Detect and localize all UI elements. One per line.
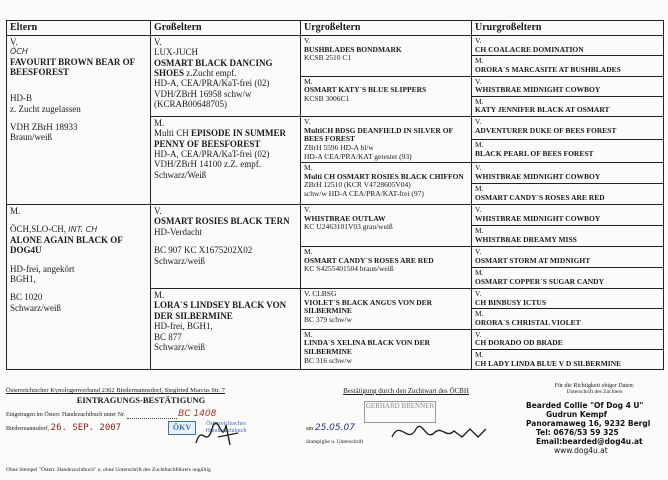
gggp16-sex: M. (475, 349, 484, 359)
gp3-line3: Schwarz/weiß (154, 255, 205, 266)
gggp9-name: WHISTBRAE MIDNIGHT COWBOY (475, 213, 601, 223)
gp3-line2: BC 907 KC X1675202X02 (154, 245, 253, 256)
grandparent-cell-4 (151, 289, 301, 370)
ggp2-line1: KCSB 3006C1 (304, 93, 350, 103)
gp2-line1: HD-A, CEA/PRA/KaT-frei (02) (154, 149, 270, 160)
gggp6-sex: M. (475, 140, 484, 150)
ggp-cell-5 (301, 205, 472, 247)
gp2-line3: Schwarz/Weiß (154, 169, 207, 180)
sire-color: Braun/weiß (10, 132, 52, 143)
place-label: Biedermannsdorf, (6, 426, 50, 432)
ggp2-name: OSMART KATY´S BLUE SLIPPERS (304, 85, 427, 95)
gggp1-sex: V. (475, 36, 482, 45)
gp2-line2: VDH/ZBrH 14100 z.Z. empf. (154, 159, 261, 170)
gggp1-name: CH COALACRE DOMINATION (475, 44, 584, 54)
dam-color: Schwarz/weiß (10, 302, 61, 313)
gp4-line2: BC 877 (154, 331, 182, 342)
gggp14-name: ORORA´S CHRISTAL VIOLET (475, 318, 581, 327)
ggp5-name: WHISTBRAE OUTLAW (304, 213, 386, 223)
gggp8-sex: M. (475, 184, 484, 194)
gggp-cell-13 (472, 289, 664, 309)
gggp8-name: OSMART CANDY´S ROSES ARE RED (475, 192, 605, 202)
kennel-name: Bearded Collie "Of Dog 4 U" (526, 401, 644, 410)
seal-text: Österreichisches Hundezuchtbuch (205, 421, 247, 434)
ggp6-line1: KC S4255401504 braun/weiß (304, 264, 394, 274)
ggp-cell-7 (301, 289, 472, 330)
gggp-cell-6 (472, 140, 664, 163)
dam-hd: HD-frei, angekört (10, 263, 75, 274)
gggp15-sex: V. (475, 329, 482, 339)
ggp7-line1: BC 379 schw/w (304, 315, 352, 324)
gggp6-name: BLACK PEARL OF BEES FOREST (475, 148, 594, 158)
gp4-line3: Schwarz/weiß (154, 341, 205, 352)
gp1-name: OSMART BLACK DANCING SHOES (154, 57, 273, 79)
gggp2-sex: M. (475, 56, 484, 66)
breeder-tel: Tel: 0676/53 59 325 (536, 428, 619, 437)
sire-title-handwritten: ÖCH (10, 47, 28, 57)
dam-sex: M. (10, 206, 21, 217)
ggp8-line1: BC 316 schw/w (304, 355, 352, 365)
ggp7-name: VIOLET´S BLACK ANGUS VON DER SILBERMINE (304, 297, 433, 316)
ggp1-line1: KCSB 2510 C1 (304, 53, 352, 63)
breeder-stamp (526, 401, 663, 455)
stampiglie-label: Stampiglie u. Unterschrift (306, 439, 364, 445)
gggp-cell-9 (472, 205, 664, 226)
gggp-cell-12 (472, 268, 664, 289)
dam-title-handwritten: INT. CH (68, 225, 98, 235)
ggp3-name: MultiCH BDSG DEANFIELD IN SILVER OF BEES FOREST (304, 125, 453, 144)
gp1-line2: VDH/ZBrH 16958 schw/w (154, 88, 252, 99)
gggp4-sex: M. (475, 96, 484, 106)
gggp12-name: OSMART COPPER´S SUGAR CANDY (475, 276, 604, 286)
gggp9-sex: V. (475, 205, 482, 215)
gp3-sex: V. (154, 206, 162, 217)
header-eltern: Eltern (7, 21, 151, 36)
gp3-name: OSMART ROSIES BLACK TERN (154, 216, 290, 227)
gggp14-sex: M. (475, 309, 484, 319)
ggp-cell-2 (301, 76, 472, 117)
ggp3-line2: HD-A CEA/PRA/KAT getestet (93) (304, 151, 412, 161)
ggp6-name: OSMART CANDY´S ROSES ARE RED (304, 255, 434, 265)
dam-reg: BC 1020 (10, 292, 43, 303)
gggp-cell-5 (472, 117, 664, 140)
footer (6, 383, 663, 478)
gggp-cell-2 (472, 56, 664, 76)
gp3-line1: HD-Verdacht (154, 226, 202, 237)
zuchtwart-signature-icon (386, 417, 496, 447)
gggp-cell-3 (472, 76, 664, 96)
ggp8-sex: M. (304, 329, 313, 339)
ggp3-sex: V. (304, 117, 311, 126)
breeder-block (526, 383, 663, 455)
gggp-cell-11 (472, 247, 664, 268)
grandparent-cell-1 (151, 36, 301, 117)
gggp15-name: CH DORADO OD BRADE (475, 338, 563, 348)
gp1-prefix: LUX-JUCH (154, 47, 198, 58)
ggp6-sex: M. (304, 247, 313, 257)
gp2-prefix: Multi CH (154, 128, 192, 139)
gp4-sex: M. (154, 290, 165, 301)
registration-date: 26. SEP. 2007 (50, 423, 122, 433)
am-label: am (306, 426, 314, 432)
sire-cell (7, 36, 151, 205)
registration-confirmation (6, 387, 276, 473)
zuchtwart-confirmation (306, 387, 506, 445)
gggp2-name: ORORA´S MARCASITE AT BUSHBLADES (475, 64, 621, 74)
header-urgrosseltern: Urgroßeltern (301, 21, 472, 36)
sire-hd: HD-B (10, 93, 32, 104)
gp4-line1: HD-frei, BGH1, (154, 321, 213, 332)
richtigkeit-label: Für die Richtigkeit obiger Daten: (554, 383, 635, 389)
gggp3-name: WHISTBRAE MIDNIGHT COWBOY (475, 85, 601, 95)
gp4-name: LORA´S LINDSEY BLACK VON DER SILBERMINE (154, 300, 287, 321)
ggp-cell-8 (301, 329, 472, 370)
oekv-logo: ÖKV (168, 421, 196, 435)
ggp-cell-1 (301, 36, 472, 77)
gggp-cell-15 (472, 329, 664, 349)
registration-title: EINTRAGUNGS-BESTÄTIGUNG (76, 395, 206, 405)
breeder-person: Gudrun Kempf (546, 410, 608, 419)
ggp8-name: LINDA´S XELINA BLACK VON DER SILBERMINE (304, 338, 430, 356)
gggp-cell-4 (472, 96, 664, 116)
ggp4-sex: M. (304, 163, 313, 173)
gp2-sex: M. (154, 118, 165, 128)
ggp3-line1: ZBrH 5596 HD-A bl/w (304, 142, 374, 152)
gggp12-sex: M. (475, 268, 484, 278)
gggp10-sex: M. (475, 226, 484, 236)
verband-address: Österreichischer Kynologenverband 2362 Biedermannsdorf, Siegfried Marcus Str. 7 (6, 387, 225, 394)
gggp13-sex: V. (475, 289, 482, 299)
sire-reg: VDH ZBrH 18933 (10, 121, 78, 132)
gggp7-sex: V. (475, 163, 482, 173)
gggp5-name: ADVENTURER DUKE OF BEES FOREST (475, 125, 617, 135)
gggp3-sex: V. (475, 76, 482, 86)
gggp4-name: KATY JENNIFER BLACK AT OSMART (475, 105, 610, 115)
gggp-cell-16 (472, 349, 664, 369)
ggp4-line2: schw/w HD-A CEA/PRA/KAT-frei (97) (304, 189, 424, 198)
ggp4-name: Multi CH OSMART ROSIES BLACK CHIFFON (304, 171, 464, 181)
confirmation-date: 25.05.07 (314, 423, 355, 433)
sire-name: FAVOURIT BROWN BEAR OF BEESFOREST (10, 56, 135, 77)
dam-name: ALONE AGAIN BLACK OF DOG4U (10, 234, 123, 256)
ggp1-sex: V. (304, 36, 311, 45)
gp1-sex: V. (154, 37, 162, 47)
gggp10-name: WHISTBRAE DREAMY MISS (475, 234, 577, 244)
ggp5-sex: V. (304, 205, 311, 215)
ggp2-sex: M. (304, 76, 313, 86)
pedigree-table (6, 20, 664, 370)
header-row (7, 21, 664, 36)
validity-note: Ohne Stempel "Österr. Handezuchtbuch" u. ohne Unterschrift des Zuchtbuchführers ungültig (6, 467, 211, 473)
ggp5-line1: KC U2463101V03 grau/weiß (304, 222, 393, 232)
ggp-cell-4 (301, 163, 472, 205)
registered-label: Eingetragen im Österr. Handezuchtbuch unter Nr. (6, 412, 126, 418)
header-grosseltern: Großeltern (151, 21, 301, 36)
breeder-street: Panoramaweg 16, 9232 Bergl (526, 419, 651, 428)
gggp-cell-8 (472, 184, 664, 205)
gggp16-name: CH LADY LINDA BLUE V D SILBERMINE (475, 358, 622, 368)
ggp-cell-3 (301, 117, 472, 163)
breeder-email: Email:bearded@dog4u.at (536, 437, 643, 446)
grandparent-cell-2 (151, 117, 301, 205)
gggp13-name: CH BINBUSY ICTUS (475, 297, 546, 307)
zuchtwart-stamp-name: GERHARD BRENNER (365, 402, 435, 410)
breeder-signature-label: Unterschrift des Züchters (566, 389, 623, 395)
dam-bgh: BGH1, (10, 273, 36, 284)
gggp11-sex: V. (475, 247, 482, 257)
ggp-cell-6 (301, 247, 472, 289)
dam-cell (7, 205, 151, 370)
registration-number: BC 1408 (178, 409, 217, 419)
grandparent-cell-3 (151, 205, 301, 289)
gggp11-name: OSMART STORM AT MIDNIGHT (475, 255, 591, 265)
gggp5-sex: V. (475, 117, 482, 126)
ggp7-prefix: CLBSG (312, 289, 337, 299)
gggp7-name: WHISTBRAE MIDNIGHT COWBOY (475, 171, 601, 181)
dam-prefix: ÖCH,SLO-CH, (10, 224, 67, 235)
header-ururgrosseltern: Ururgroßeltern (472, 21, 664, 36)
gp1-line1: HD-A, CEA/PRA/KaT-frei (02) (154, 78, 270, 89)
gp1-suffix: z.Zucht empf. (184, 68, 237, 79)
oekv-seal (168, 421, 247, 451)
gp2-name: EPISODE IN SUMMER PENNY OF BEESFOREST (154, 128, 287, 149)
sire-sex: V. (10, 37, 18, 47)
gggp-cell-1 (472, 36, 664, 56)
gggp-cell-10 (472, 226, 664, 247)
gp1-line3: (KCRAB00648705) (154, 99, 228, 110)
breeder-web: www.dog4u.at (554, 446, 608, 455)
registrar-signature-icon (192, 419, 242, 451)
gggp-cell-14 (472, 309, 664, 329)
ggp1-name: BUSHBLADES BONDMARK (304, 44, 402, 54)
sire-zucht: z. Zucht zugelassen (10, 103, 81, 114)
gggp-cell-7 (472, 163, 664, 184)
ggp7-sex: V. (304, 289, 311, 299)
zuchtwart-title: Bestätigung durch den Zuchtwart des ÖCBH (343, 387, 469, 395)
ggp4-line1: ZBrH 12510 (KCR V4728605V04) (304, 180, 411, 190)
